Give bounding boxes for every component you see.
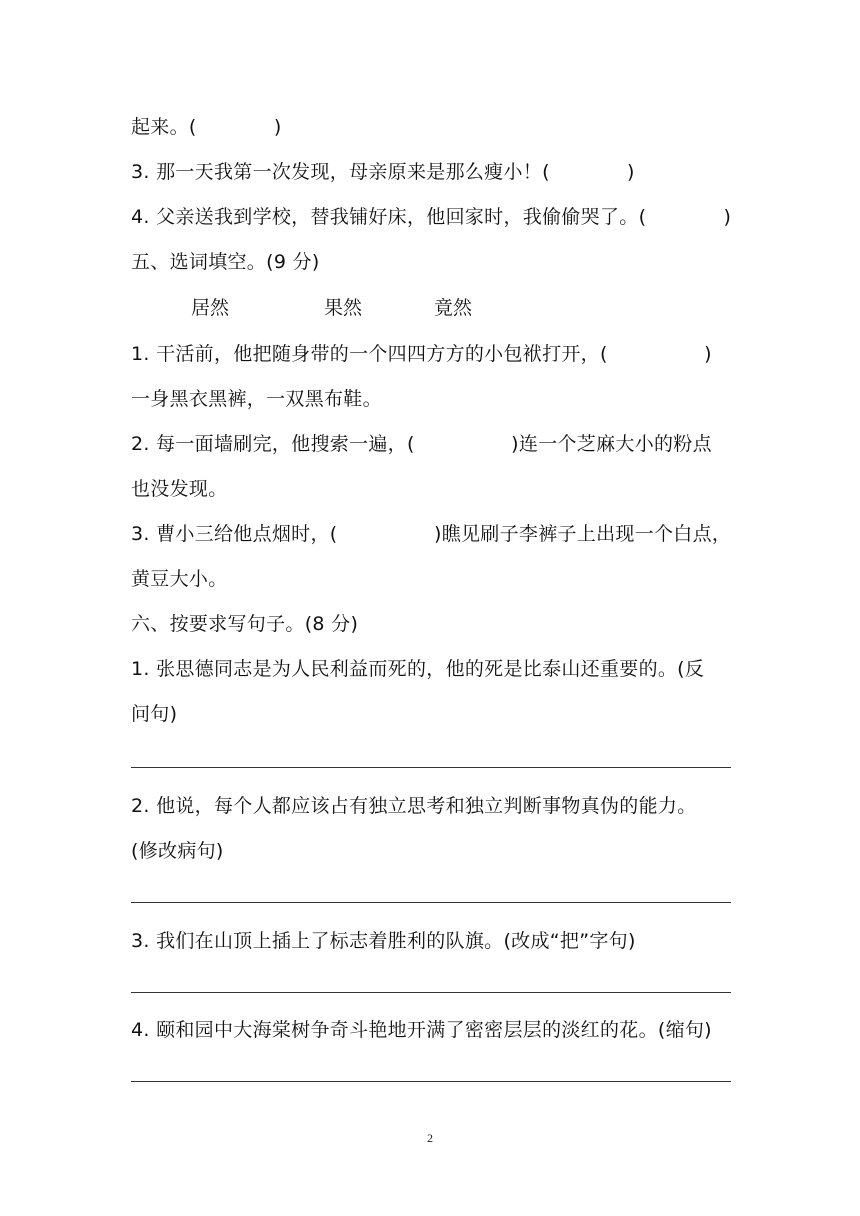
- continuation-line: 起来。( ): [131, 116, 282, 138]
- section-5-question-2-cont: 也没发现。: [131, 478, 228, 500]
- word-option-2: 果然: [324, 297, 363, 319]
- word-option-3: 竟然: [434, 297, 473, 319]
- section-5-question-3-cont: 黄豆大小。: [131, 568, 228, 590]
- section-5-heading: 五、选词填空。(9 分): [131, 251, 320, 273]
- word-option-1: 居然: [191, 297, 230, 319]
- page-number: 2: [427, 1131, 433, 1145]
- section-6-question-2-cont: (修改病句): [131, 840, 224, 862]
- question-3: 3. 那一天我第一次发现，母亲原来是那么瘦小！( ): [131, 161, 635, 183]
- answer-line-3[interactable]: [131, 992, 731, 993]
- section-6-heading: 六、按要求写句子。(8 分): [131, 613, 359, 635]
- section-5-question-1: 1. 干活前，他把随身带的一个四四方方的小包袱打开，( ): [131, 343, 712, 365]
- question-4: 4. 父亲送我到学校，替我铺好床，他回家时，我偷偷哭了。( ): [131, 206, 732, 228]
- section-6-question-3: 3. 我们在山顶上插上了标志着胜利的队旗。(改成“把”字句): [131, 930, 636, 952]
- section-6-question-1: 1. 张思德同志是为人民利益而死的，他的死是比泰山还重要的。(反: [131, 658, 705, 680]
- section-6-question-2: 2. 他说，每个人都应该占有独立思考和独立判断事物真伪的能力。: [131, 795, 697, 817]
- answer-line-2[interactable]: [131, 902, 731, 903]
- answer-line-1[interactable]: [131, 767, 731, 768]
- section-5-question-2: 2. 每一面墙刷完，他搜索一遍，( )连一个芝麻大小的粉点: [131, 433, 712, 455]
- answer-line-4[interactable]: [131, 1081, 731, 1082]
- section-5-question-3: 3. 曹小三给他点烟时，( )瞧见刷子李裤子上出现一个白点，: [131, 523, 732, 545]
- section-5-question-1-cont: 一身黑衣黑裤，一双黑布鞋。: [131, 388, 382, 410]
- section-6-question-1-cont: 问句): [131, 703, 178, 725]
- section-6-question-4: 4. 颐和园中大海棠树争奇斗艳地开满了密密层层的淡红的花。(缩句): [131, 1019, 712, 1041]
